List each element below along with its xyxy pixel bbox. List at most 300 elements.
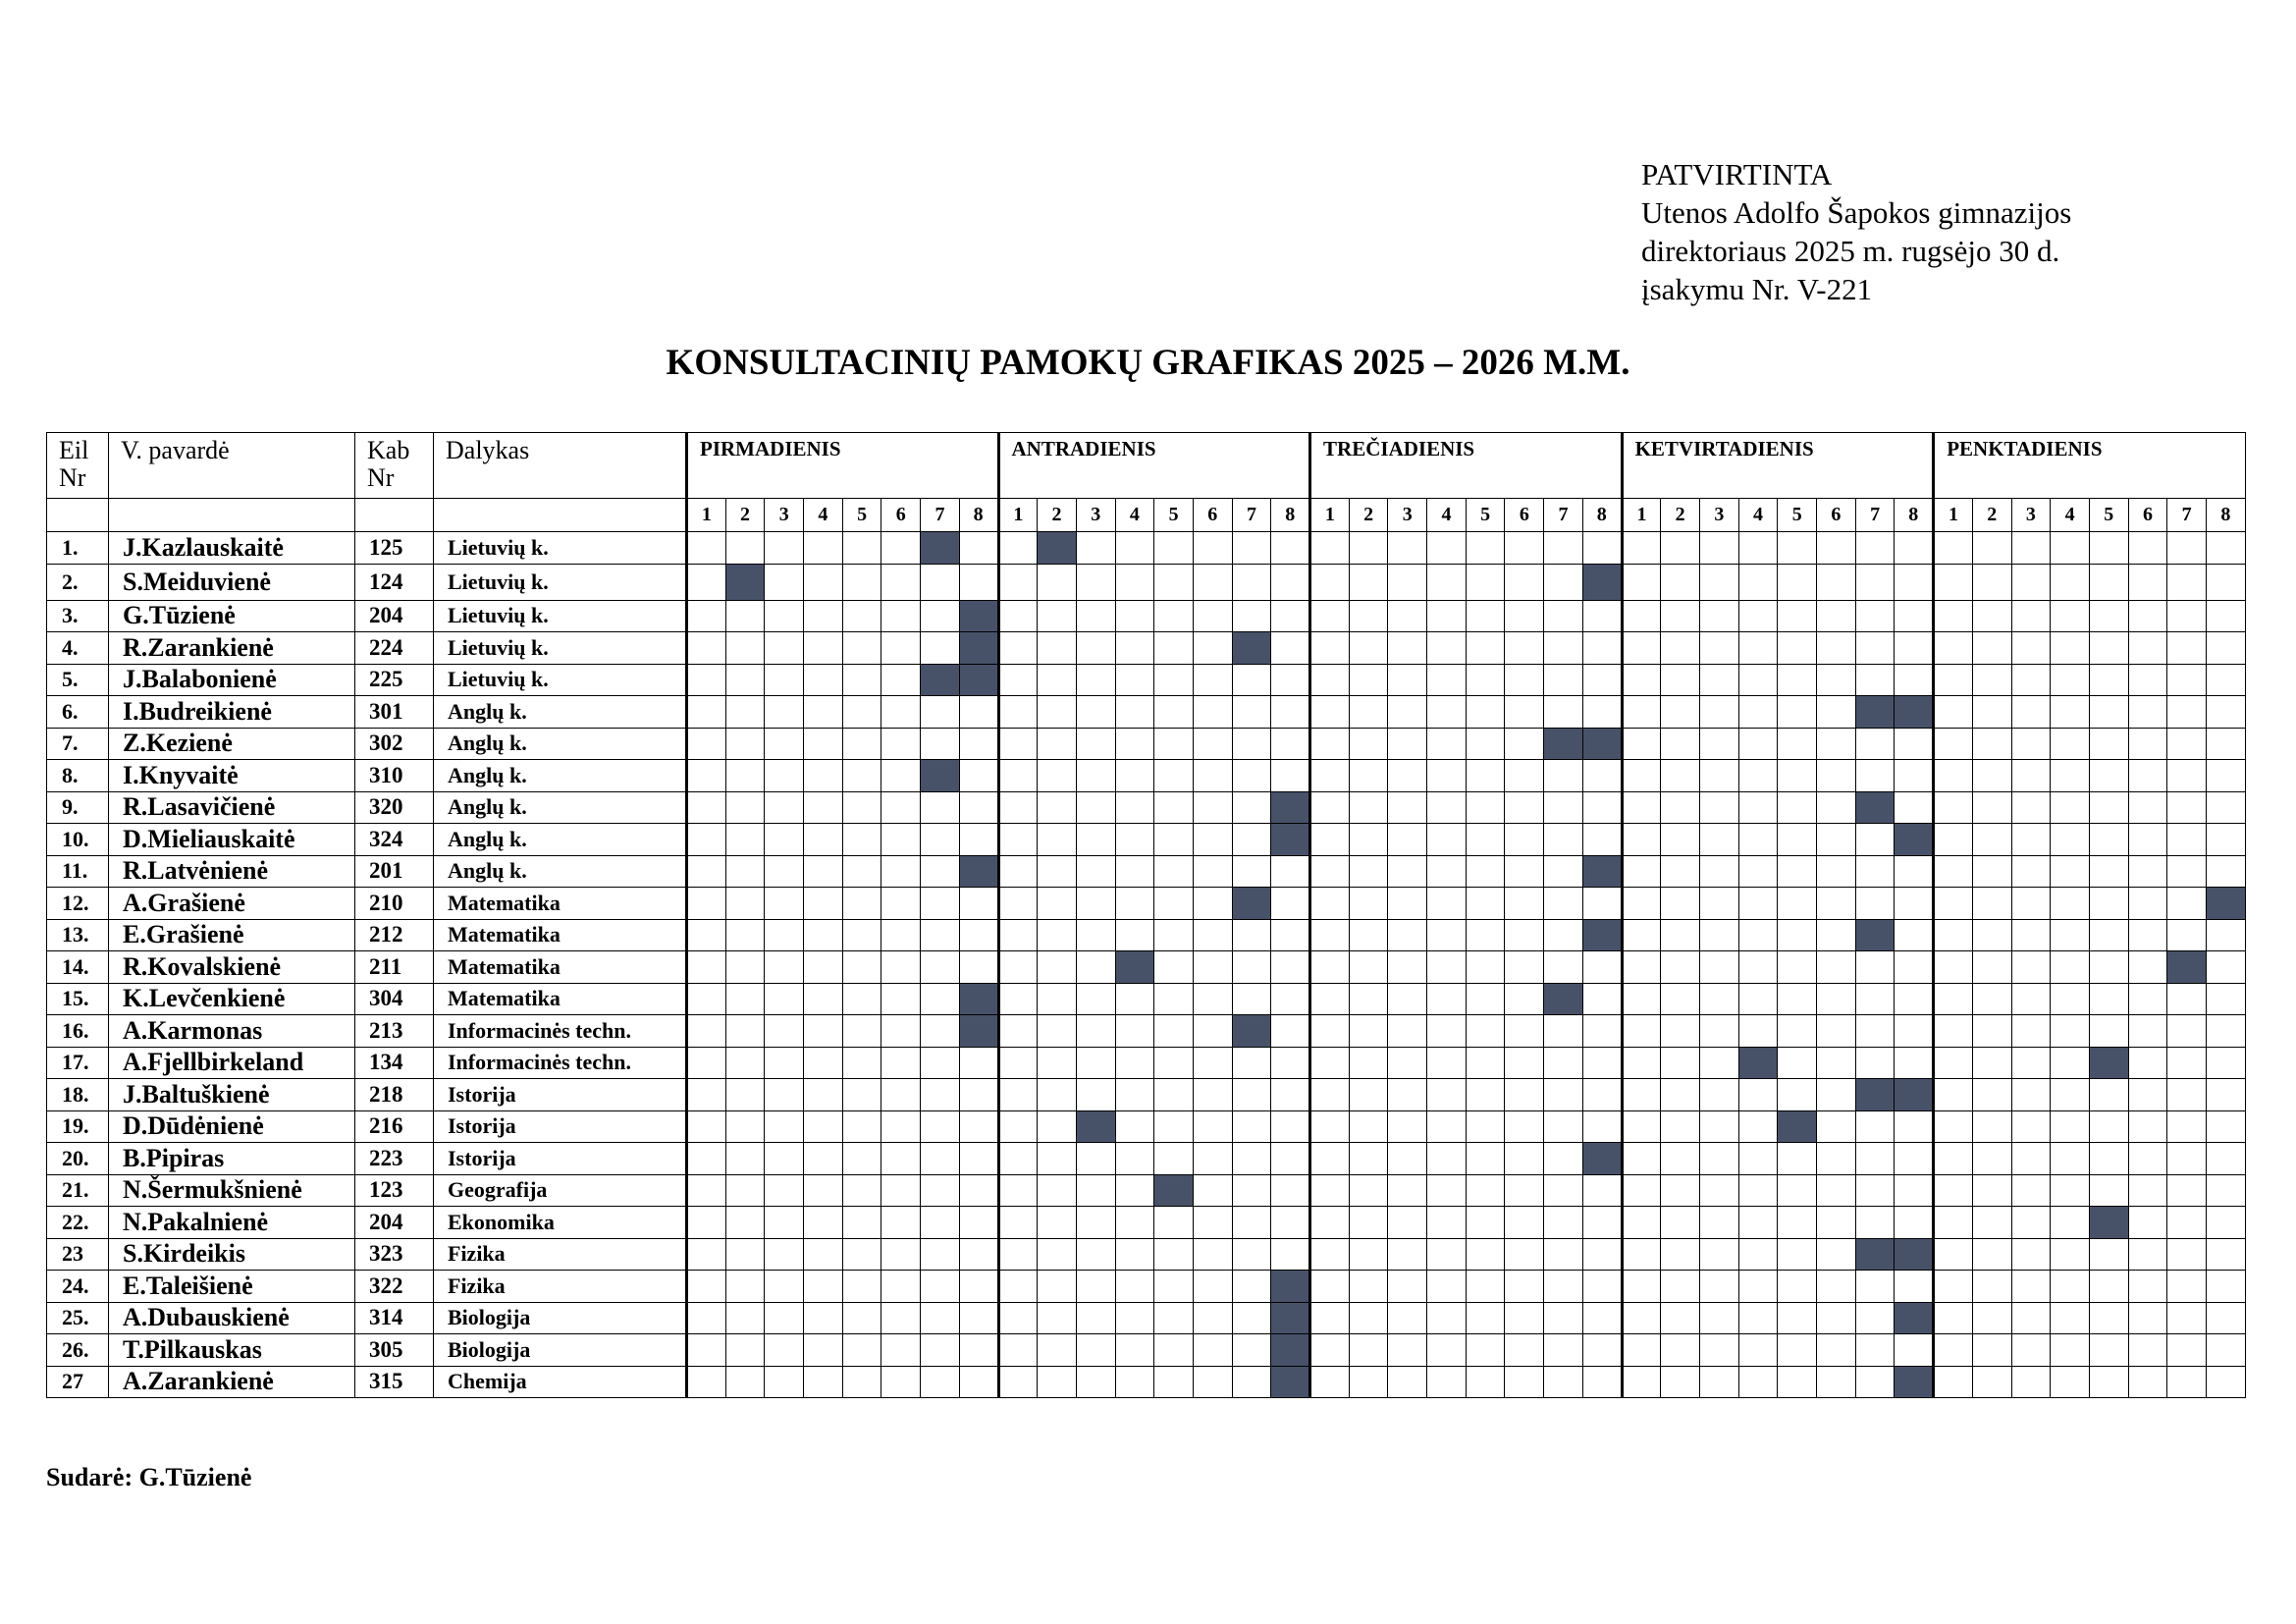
consultation-slot — [1582, 1302, 1622, 1334]
consultation-slot — [1427, 664, 1467, 696]
consultation-slot — [1544, 1334, 1583, 1367]
consultation-slot — [1038, 1238, 1077, 1271]
consultation-slot — [1232, 600, 1271, 632]
teacher-name: G.Tūzienė — [109, 600, 355, 632]
consultation-slot — [1622, 532, 1661, 565]
consultation-slot — [1505, 564, 1544, 600]
consultation-slot — [1817, 1366, 1856, 1398]
consultation-slot — [1038, 632, 1077, 665]
consultation-slot — [765, 888, 804, 920]
consultation-slot — [1699, 1238, 1738, 1271]
consultation-slot — [998, 696, 1038, 729]
consultation-slot — [1934, 1207, 1973, 1239]
consultation-slot — [1972, 1143, 2011, 1175]
consultation-slot — [842, 791, 881, 824]
consultation-slot — [1427, 983, 1467, 1015]
consultation-slot — [1271, 632, 1310, 665]
consultation-slot — [1855, 1110, 1895, 1143]
consultation-slot — [2207, 632, 2246, 665]
consultation-slot — [804, 1015, 843, 1048]
consultation-slot — [687, 824, 726, 856]
consultation-slot — [1427, 696, 1467, 729]
consultation-slot — [1154, 600, 1194, 632]
consultation-slot — [1232, 1238, 1271, 1271]
consultation-slot — [1544, 760, 1583, 792]
consultation-slot — [1466, 664, 1505, 696]
consultation-slot — [1505, 696, 1544, 729]
consultation-slot — [1505, 1079, 1544, 1111]
table-row — [47, 632, 2246, 665]
consultation-slot — [1544, 664, 1583, 696]
consultation-slot — [1895, 532, 1934, 565]
consultation-slot — [842, 760, 881, 792]
consultation-slot — [1661, 1174, 1700, 1207]
consultation-slot — [2207, 791, 2246, 824]
consultation-slot — [1817, 1238, 1856, 1271]
consultation-slot — [1699, 1079, 1738, 1111]
consultation-slot — [842, 564, 881, 600]
header-blank — [355, 499, 434, 532]
consultation-slot — [1972, 951, 2011, 984]
consultation-slot — [1271, 600, 1310, 632]
consultation-slot — [2011, 1015, 2051, 1048]
consultation-slot — [1154, 888, 1194, 920]
consultation-slot — [1154, 791, 1194, 824]
consultation-slot — [1154, 983, 1194, 1015]
consultation-slot — [2207, 1271, 2246, 1303]
consultation-slot — [1232, 564, 1271, 600]
consultation-slot — [1232, 1302, 1271, 1334]
teacher-name: A.Dubauskienė — [109, 1302, 355, 1334]
consultation-slot — [1427, 1271, 1467, 1303]
slot-number: 7 — [1855, 499, 1895, 532]
consultation-slot — [2128, 564, 2167, 600]
slot-number: 4 — [1427, 499, 1467, 532]
consultation-slot — [921, 1015, 960, 1048]
consultation-slot — [1622, 1302, 1661, 1334]
consultation-slot — [1505, 791, 1544, 824]
table-row — [47, 696, 2246, 729]
consultation-slot — [1817, 983, 1856, 1015]
consultation-slot — [1699, 888, 1738, 920]
consultation-slot — [1855, 888, 1895, 920]
consultation-slot — [1115, 696, 1154, 729]
consultation-slot — [1115, 728, 1154, 760]
consultation-slot — [1582, 1174, 1622, 1207]
consultation-slot — [2167, 1207, 2207, 1239]
consultation-slot — [1622, 888, 1661, 920]
subject-name: Matematika — [434, 888, 687, 920]
consultation-slot — [2207, 1238, 2246, 1271]
consultation-slot — [2167, 1271, 2207, 1303]
consultation-slot — [1972, 728, 2011, 760]
consultation-slot — [1232, 1174, 1271, 1207]
consultation-slot — [1582, 632, 1622, 665]
consultation-slot — [1388, 951, 1427, 984]
consultation-slot — [1855, 1366, 1895, 1398]
consultation-slot — [1388, 1302, 1427, 1334]
consultation-slot — [1778, 1366, 1817, 1398]
consultation-slot — [2128, 1079, 2167, 1111]
consultation-slot — [1699, 1366, 1738, 1398]
consultation-slot — [1505, 919, 1544, 951]
consultation-slot — [2128, 1047, 2167, 1079]
consultation-slot — [1076, 1079, 1115, 1111]
consultation-slot — [2089, 1271, 2128, 1303]
consultation-slot — [1934, 664, 1973, 696]
consultation-slot — [881, 1334, 921, 1367]
consultation-slot — [959, 1302, 998, 1334]
consultation-slot — [1388, 1207, 1427, 1239]
consultation-slot — [842, 1334, 881, 1367]
approval-line-2: Utenos Adolfo Šapokos gimnazijos — [1641, 195, 2072, 230]
consultation-slot — [1193, 1047, 1232, 1079]
consultation-slot — [1895, 1207, 1934, 1239]
consultation-slot — [1349, 1366, 1388, 1398]
consultation-slot — [2207, 1079, 2246, 1111]
room-number: 218 — [355, 1079, 434, 1111]
teacher-name: R.Zarankienė — [109, 632, 355, 665]
consultation-slot — [1076, 983, 1115, 1015]
consultation-slot — [1154, 1271, 1194, 1303]
consultation-slot — [1505, 1207, 1544, 1239]
consultation-slot-filled — [959, 983, 998, 1015]
consultation-slot — [998, 791, 1038, 824]
consultation-slot — [1427, 888, 1467, 920]
consultation-slot — [1934, 564, 1973, 600]
slot-number: 8 — [1582, 499, 1622, 532]
consultation-slot — [842, 664, 881, 696]
row-nr: 5. — [47, 664, 109, 696]
consultation-slot — [1388, 664, 1427, 696]
consultation-slot — [765, 1174, 804, 1207]
consultation-slot — [1582, 791, 1622, 824]
consultation-slot — [2207, 1047, 2246, 1079]
consultation-slot — [921, 1207, 960, 1239]
consultation-slot — [1076, 664, 1115, 696]
consultation-slot — [2207, 1015, 2246, 1048]
subject-name: Anglų k. — [434, 855, 687, 888]
subject-name: Anglų k. — [434, 728, 687, 760]
consultation-slot — [921, 564, 960, 600]
consultation-slot — [842, 1238, 881, 1271]
consultation-slot — [687, 696, 726, 729]
consultation-slot — [1622, 564, 1661, 600]
consultation-slot — [1972, 600, 2011, 632]
consultation-slot — [881, 983, 921, 1015]
consultation-slot — [2051, 1110, 2090, 1143]
consultation-slot — [1271, 696, 1310, 729]
consultation-slot — [1388, 855, 1427, 888]
consultation-slot — [2089, 696, 2128, 729]
consultation-slot — [998, 1302, 1038, 1334]
row-nr: 19. — [47, 1110, 109, 1143]
consultation-slot — [1855, 632, 1895, 665]
consultation-slot — [2207, 564, 2246, 600]
consultation-slot — [2051, 1015, 2090, 1048]
table-row — [47, 1302, 2246, 1334]
consultation-slot — [1505, 664, 1544, 696]
row-nr: 18. — [47, 1079, 109, 1111]
row-nr: 8. — [47, 760, 109, 792]
consultation-slot — [1934, 1238, 1973, 1271]
consultation-slot — [1817, 919, 1856, 951]
slot-number: 5 — [1154, 499, 1194, 532]
consultation-slot — [998, 1143, 1038, 1175]
consultation-slot — [842, 1143, 881, 1175]
table-row — [47, 855, 2246, 888]
consultation-slot — [2207, 532, 2246, 565]
consultation-slot — [1582, 1079, 1622, 1111]
consultation-slot — [2011, 824, 2051, 856]
consultation-slot — [1895, 728, 1934, 760]
consultation-slot — [2128, 824, 2167, 856]
consultation-slot — [1505, 1047, 1544, 1079]
approval-block — [1641, 155, 2071, 308]
room-number: 134 — [355, 1047, 434, 1079]
consultation-slot — [1582, 532, 1622, 565]
consultation-slot — [1972, 696, 2011, 729]
consultation-slot — [1115, 1110, 1154, 1143]
consultation-slot — [1817, 1047, 1856, 1079]
consultation-slot — [1271, 1143, 1310, 1175]
consultation-slot — [842, 728, 881, 760]
subject-name: Informacinės techn. — [434, 1015, 687, 1048]
consultation-slot — [1038, 1366, 1077, 1398]
consultation-slot — [881, 824, 921, 856]
consultation-slot — [2167, 600, 2207, 632]
consultation-slot — [1855, 760, 1895, 792]
consultation-slot — [2207, 919, 2246, 951]
consultation-slot — [687, 760, 726, 792]
consultation-slot — [2051, 1143, 2090, 1175]
consultation-slot — [2011, 1207, 2051, 1239]
consultation-slot — [1934, 824, 1973, 856]
consultation-slot — [881, 1238, 921, 1271]
consultation-slot — [1544, 1143, 1583, 1175]
consultation-slot — [2207, 1334, 2246, 1367]
consultation-slot — [2011, 855, 2051, 888]
consultation-slot — [804, 855, 843, 888]
consultation-slot — [1232, 696, 1271, 729]
consultation-slot — [725, 1015, 765, 1048]
consultation-slot — [1895, 1110, 1934, 1143]
consultation-slot — [998, 888, 1038, 920]
consultation-slot — [1388, 1366, 1427, 1398]
consultation-slot — [1738, 1302, 1778, 1334]
consultation-slot — [1310, 1271, 1350, 1303]
consultation-slot — [1855, 1047, 1895, 1079]
consultation-slot — [1349, 1110, 1388, 1143]
consultation-slot — [1505, 983, 1544, 1015]
consultation-slot — [1855, 824, 1895, 856]
consultation-slot — [725, 760, 765, 792]
consultation-slot — [1855, 1271, 1895, 1303]
consultation-slot — [1388, 824, 1427, 856]
consultation-slot — [1622, 1143, 1661, 1175]
consultation-slot — [2051, 919, 2090, 951]
consultation-slot — [1738, 600, 1778, 632]
consultation-slot — [1193, 600, 1232, 632]
teacher-name: D.Dūdėnienė — [109, 1110, 355, 1143]
table-row — [47, 1334, 2246, 1367]
consultation-slot — [1622, 1238, 1661, 1271]
consultation-slot — [765, 1238, 804, 1271]
consultation-slot-filled — [1271, 1334, 1310, 1367]
consultation-slot — [1388, 1334, 1427, 1367]
consultation-slot — [1505, 760, 1544, 792]
consultation-slot — [921, 1143, 960, 1175]
consultation-slot — [1544, 888, 1583, 920]
consultation-slot — [1699, 1302, 1738, 1334]
consultation-slot — [1038, 1143, 1077, 1175]
consultation-slot — [1622, 728, 1661, 760]
row-nr: 24. — [47, 1271, 109, 1303]
consultation-slot — [998, 760, 1038, 792]
consultation-slot — [1738, 983, 1778, 1015]
subject-name: Lietuvių k. — [434, 600, 687, 632]
subject-name: Istorija — [434, 1110, 687, 1143]
consultation-slot — [998, 1207, 1038, 1239]
consultation-slot — [1349, 1302, 1388, 1334]
consultation-slot — [1271, 1079, 1310, 1111]
row-nr: 11. — [47, 855, 109, 888]
consultation-slot — [2011, 1110, 2051, 1143]
table-row — [47, 1079, 2246, 1111]
consultation-slot — [2128, 951, 2167, 984]
consultation-slot-filled — [959, 855, 998, 888]
consultation-slot — [2128, 728, 2167, 760]
consultation-slot — [1738, 532, 1778, 565]
consultation-slot — [1193, 1174, 1232, 1207]
consultation-slot — [1466, 919, 1505, 951]
consultation-slot-filled — [1855, 919, 1895, 951]
consultation-slot — [959, 728, 998, 760]
consultation-slot — [1972, 919, 2011, 951]
consultation-slot — [842, 1079, 881, 1111]
room-number: 304 — [355, 983, 434, 1015]
consultation-slot — [1388, 760, 1427, 792]
consultation-slot-filled — [1855, 1079, 1895, 1111]
consultation-slot — [765, 951, 804, 984]
table-row — [47, 760, 2246, 792]
consultation-slot — [1271, 951, 1310, 984]
consultation-slot — [1388, 1047, 1427, 1079]
consultation-slot — [1544, 600, 1583, 632]
consultation-slot — [1934, 1047, 1973, 1079]
consultation-slot — [2089, 532, 2128, 565]
consultation-slot — [1038, 664, 1077, 696]
consultation-slot — [2051, 983, 2090, 1015]
consultation-slot — [1817, 728, 1856, 760]
consultation-slot — [1038, 824, 1077, 856]
consultation-slot — [1505, 1366, 1544, 1398]
consultation-slot — [1349, 1047, 1388, 1079]
consultation-slot — [1778, 696, 1817, 729]
consultation-slot — [1778, 1238, 1817, 1271]
slot-number: 6 — [1193, 499, 1232, 532]
consultation-slot — [1934, 1079, 1973, 1111]
consultation-slot — [1115, 1047, 1154, 1079]
consultation-slot — [842, 1047, 881, 1079]
consultation-slot — [1115, 888, 1154, 920]
consultation-slot — [2128, 1271, 2167, 1303]
consultation-slot — [1778, 951, 1817, 984]
consultation-slot — [1817, 824, 1856, 856]
consultation-slot — [1232, 951, 1271, 984]
consultation-slot — [1466, 791, 1505, 824]
slot-number: 7 — [2167, 499, 2207, 532]
consultation-slot — [2089, 1143, 2128, 1175]
teacher-name: A.Zarankienė — [109, 1366, 355, 1398]
teacher-name: E.Taleišienė — [109, 1271, 355, 1303]
consultation-slot — [1738, 1271, 1778, 1303]
slot-number: 1 — [687, 499, 726, 532]
consultation-slot — [687, 664, 726, 696]
day-header: ANTRADIENIS — [998, 433, 1310, 499]
consultation-slot — [921, 1110, 960, 1143]
consultation-slot — [1582, 600, 1622, 632]
consultation-slot — [804, 1366, 843, 1398]
consultation-slot — [1115, 1174, 1154, 1207]
slot-number: 2 — [1972, 499, 2011, 532]
consultation-slot-filled — [1895, 1366, 1934, 1398]
row-nr: 9. — [47, 791, 109, 824]
consultation-slot — [725, 728, 765, 760]
consultation-slot — [2089, 1302, 2128, 1334]
consultation-slot — [1076, 888, 1115, 920]
teacher-name: N.Šermukšnienė — [109, 1174, 355, 1207]
consultation-slot — [1505, 532, 1544, 565]
consultation-slot — [2167, 824, 2207, 856]
consultation-slot — [1934, 888, 1973, 920]
consultation-slot — [1972, 532, 2011, 565]
slot-number: 3 — [1388, 499, 1427, 532]
consultation-slot — [725, 600, 765, 632]
consultation-slot — [2051, 1207, 2090, 1239]
consultation-slot — [1661, 1238, 1700, 1271]
consultation-slot — [687, 1143, 726, 1175]
consultation-slot — [1076, 919, 1115, 951]
consultation-slot — [2011, 1047, 2051, 1079]
consultation-slot — [2207, 1207, 2246, 1239]
consultation-slot — [921, 1174, 960, 1207]
consultation-slot — [1466, 1302, 1505, 1334]
consultation-slot — [1895, 664, 1934, 696]
consultation-slot — [2051, 760, 2090, 792]
consultation-slot — [1544, 1207, 1583, 1239]
approval-line-1: PATVIRTINTA — [1641, 157, 1833, 191]
room-number: 323 — [355, 1238, 434, 1271]
subject-name: Ekonomika — [434, 1207, 687, 1239]
consultation-slot-filled — [921, 664, 960, 696]
consultation-slot — [1038, 728, 1077, 760]
consultation-slot — [687, 600, 726, 632]
consultation-slot — [1154, 1047, 1194, 1079]
consultation-slot — [1038, 951, 1077, 984]
consultation-slot — [1154, 1143, 1194, 1175]
teacher-name: A.Fjellbirkeland — [109, 1047, 355, 1079]
consultation-slot — [2051, 888, 2090, 920]
consultation-slot — [1154, 951, 1194, 984]
consultation-slot — [1972, 1302, 2011, 1334]
consultation-slot — [2011, 1238, 2051, 1271]
consultation-slot — [1427, 824, 1467, 856]
consultation-slot — [765, 664, 804, 696]
consultation-slot — [804, 1238, 843, 1271]
consultation-slot — [1778, 1207, 1817, 1239]
consultation-slot — [2167, 1143, 2207, 1175]
